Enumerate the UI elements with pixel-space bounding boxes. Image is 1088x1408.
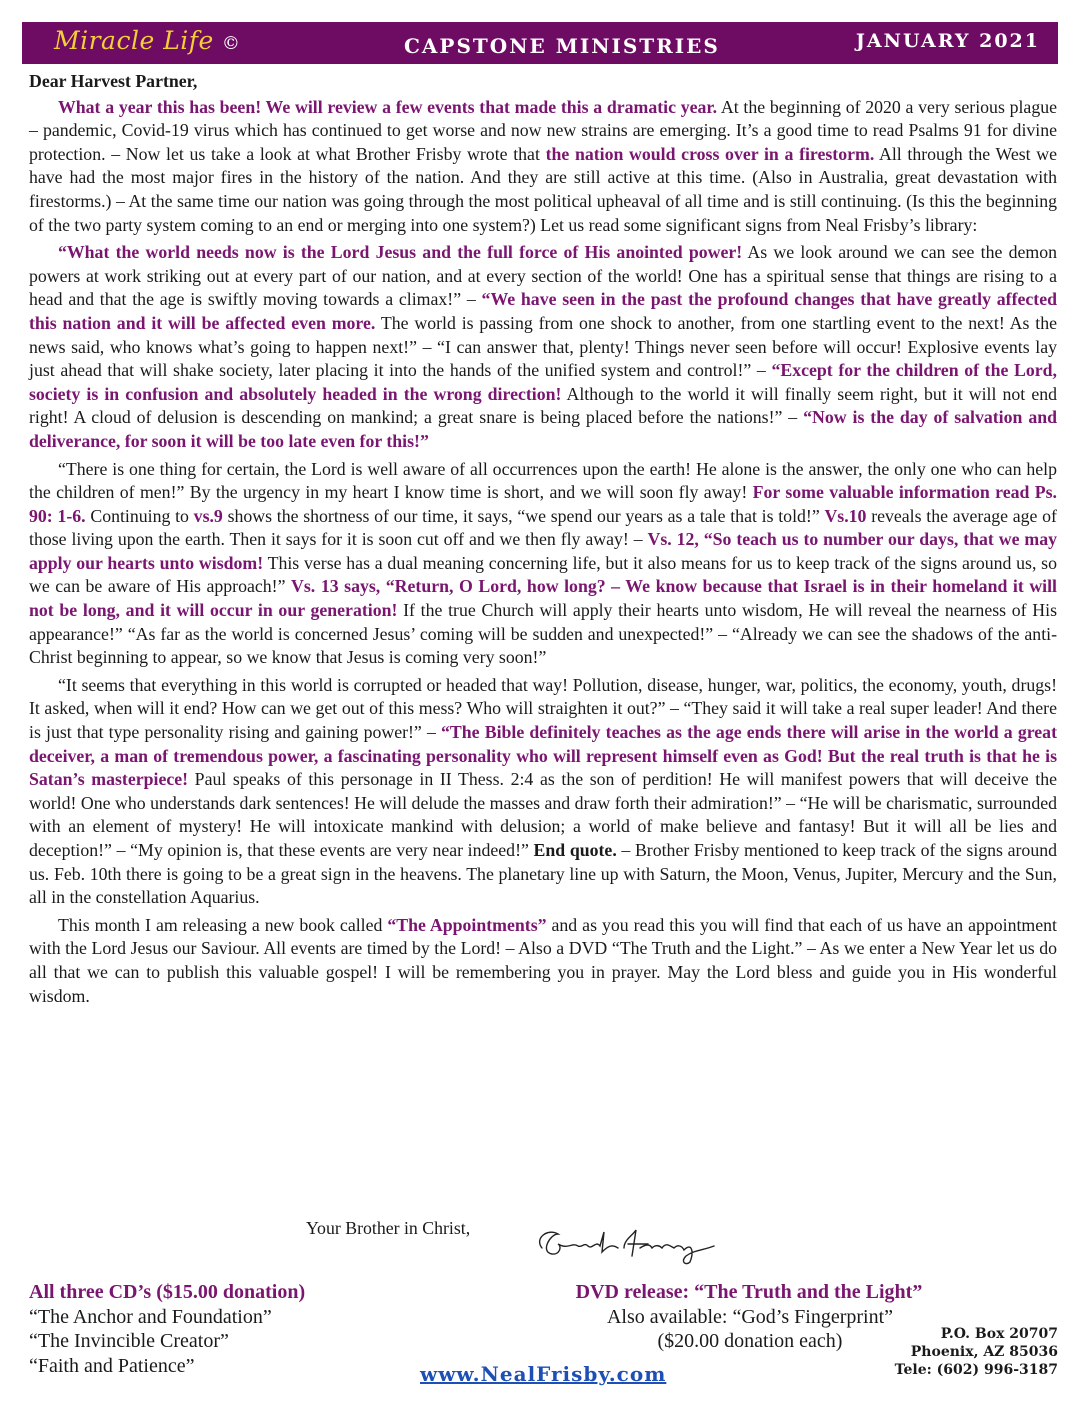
body-text: “There is one thing for certain, the Lord is well aware of all occurrences upon the earth! He alone is the answer, the only one who can help the children of men!” By the urgency in my heart I know time is short, and we will soon fly away!	[29, 458, 1057, 503]
cd-title-2: “The Invincible Creator”	[29, 1330, 229, 1352]
issue-date: JANUARY 2021	[855, 30, 1040, 52]
paragraph-3	[29, 458, 1057, 670]
highlight-text: “Except for the children of the Lord, society is in confusion and absolutely headed in the wrong direction!	[29, 360, 1057, 404]
highlight-text: “What the world needs now is the Lord Jesus and the full force of His anointed power!	[58, 242, 743, 263]
paragraph-4	[29, 674, 1057, 910]
body-text: and as you read this you will find that each of us have an appointment with the Lord Jesus our Saviour. All events are timed by the Lord! – Also a DVD “The Truth and the Light.” – As we enter a New Year let us do all that we can to publish this valuable gospel! I will be remembering you in prayer. May the Lord bless and guide you in His wonderful wisdom.	[29, 914, 1057, 1006]
body-text: If the true Church will apply their hearts unto wisdom, He will reveal the nearness of His appearance!” “As far as the world is concerned Jesus’ coming will be sudden and unexpected!” – “Already we can see the shadows of the anti-Christ beginning to appear, so we know that Jesus is coming very soon!”	[29, 600, 1057, 668]
address-city: Phoenix, AZ 85036	[910, 1344, 1058, 1360]
body-text: – Brother Frisby mentioned to keep track of the signs around us. Feb. 10th there is going to be a great sign in the heavens. The planetary line up with Saturn, the Moon, Venus, Jupiter, Mercury and the Sun, all in the constellation Aquarius.	[29, 840, 1057, 908]
body-text: reveals the average age of those living upon the earth. Then it says for it is soon cut off and we then fly away! –	[29, 505, 1057, 550]
body-text: Continuing to	[85, 505, 194, 526]
body-text: All through the West we have had the most major fires in the history of the nation. And they are still active at this time. (Also in Australia, great devastation with firestorms.) – At the same time our nation was going through the most political upheaval of all time and is still continuing. (Is this the beginning of the two party system coming to an end or merging into one system?) Let us read some significant signs from Neal Frisby’s library:	[29, 143, 1057, 235]
paragraph-5	[29, 914, 1057, 1008]
website-link[interactable]: www.NealFrisby.com	[420, 1362, 667, 1386]
body-text: “It seems that everything in this world is corrupted or headed that way! Pollution, disease, hunger, war, politics, the economy, youth, drugs! It asked, when will it end? How can we get out of this mess? Who will straighten it out?” – “They said it will take a real super leader! And there is just that type personality rising and gaining power!” –	[29, 674, 1057, 743]
address-po-box: P.O. Box 20707	[940, 1326, 1058, 1342]
cd-offer-heading: All three CD’s ($15.00 donation)	[29, 1281, 306, 1303]
highlight-text: the nation would cross over in a firestorm.	[545, 143, 875, 164]
highlight-text: Vs.10	[824, 505, 867, 526]
highlight-text: For some valuable information read Ps. 90: 1-6.	[29, 482, 1057, 526]
greeting: Dear Harvest Partner,	[29, 71, 198, 91]
cd-offer	[29, 1280, 305, 1378]
highlight-text: “The Appointments”	[387, 914, 547, 935]
paragraph-1	[29, 96, 1057, 238]
brand-logo	[54, 26, 240, 55]
copyright-symbol: ©	[221, 33, 241, 54]
letter-body	[29, 70, 1057, 1012]
dvd-price: ($20.00 donation each)	[657, 1330, 843, 1352]
body-text: The world is passing from one shock to another, from one startling event to the next! As the news said, who knows what’s going to happen next!” – “I can answer that, plenty! Things never seen before will occur! Explosive events lay just ahead that will shake society, later placing it into the hands of the unified system and control!” –	[29, 312, 1057, 381]
signature-image	[528, 1222, 728, 1268]
body-text: This month I am releasing a new book called	[58, 914, 388, 935]
ministry-name: CAPSTONE MINISTRIES	[404, 34, 720, 58]
highlight-text: What a year this has been! We will review a few events that made this a dramatic year.	[58, 96, 718, 117]
body-text: This verse has a dual meaning concerning life, but it also means for us to keep track of the signs around us, so we can be aware of His approach!”	[29, 552, 1057, 597]
highlight-text: “Now is the day of salvation and deliverance, for soon it will be too late even for this!”	[29, 407, 1057, 451]
closing-line: Your Brother in Christ,	[306, 1218, 471, 1238]
cd-title-3: “Faith and Patience”	[29, 1354, 195, 1377]
highlight-text: “We have seen in the past the profound changes that have greatly affected this nation and it will be affected even more.	[29, 289, 1058, 333]
dvd-also-available: Also available: “God’s Fingerprint”	[606, 1305, 894, 1328]
mailing-address	[895, 1325, 1058, 1379]
dvd-offer-heading: DVD release: “The Truth and the Light”	[575, 1281, 923, 1303]
body-text: Paul speaks of this personage in II Thess. 2:4 as the son of perdition! He will manifest powers that will deceive the world! One who understands dark sentences! He will delude the masses and draw forth their admiration!” – “He will be charismatic, surrounded with an element of mystery! He will intoxicate mankind with delusion; a world of make believe and fantasy! But it will all be lies and deception!” – “My opinion is, that these events are very near indeed!”	[29, 769, 1057, 860]
cd-title-1: “The Anchor and Foundation”	[29, 1305, 272, 1328]
bold-text: End quote.	[533, 840, 617, 860]
highlight-text: vs.9	[193, 505, 223, 526]
highlight-text: Vs. 12, “So teach us to number our days, that we may apply our hearts unto wisdom!	[29, 529, 1057, 573]
header-banner	[22, 22, 1058, 64]
brand-name: Miracle Life	[54, 26, 214, 55]
body-text: shows the shortness of our time, it says, “we spend our years as a tale that is told!”	[222, 505, 825, 526]
highlight-text: Vs. 13 says, “Return, O Lord, how long? – We know because that Israel is in their homeland it will not be long, and it will occur in our generation!	[29, 576, 1057, 621]
paragraph-2	[29, 241, 1057, 453]
address-phone: Tele: (602) 996-3187	[894, 1362, 1058, 1378]
body-text: Although to the world it will finally seem right, but it will not end right! A cloud of delusion is descending on mankind; a great snare is being placed before the nations!” –	[29, 383, 1057, 428]
highlight-text: “The Bible definitely teaches as the age ends there will arise in the world a great deceiver, a man of tremendous power, a fascinating personality who will represent himself even as God! But the real truth is that he is Satan’s masterpiece!	[29, 722, 1057, 790]
body-text: As we look around we can see the demon powers at work striking out at every part of our nation, and at every section of the world! One has a spiritual sense that things are rising to a head and that the age is swiftly moving towards a climax!” –	[29, 242, 1057, 310]
body-text: At the beginning of 2020 a very serious plague – pandemic, Covid-19 virus which has continued to get worse and now new strains are emerging. It’s a good time to read Psalms 91 for divine protection. – Now let us take a look at what Brother Frisby wrote that	[29, 96, 1057, 164]
